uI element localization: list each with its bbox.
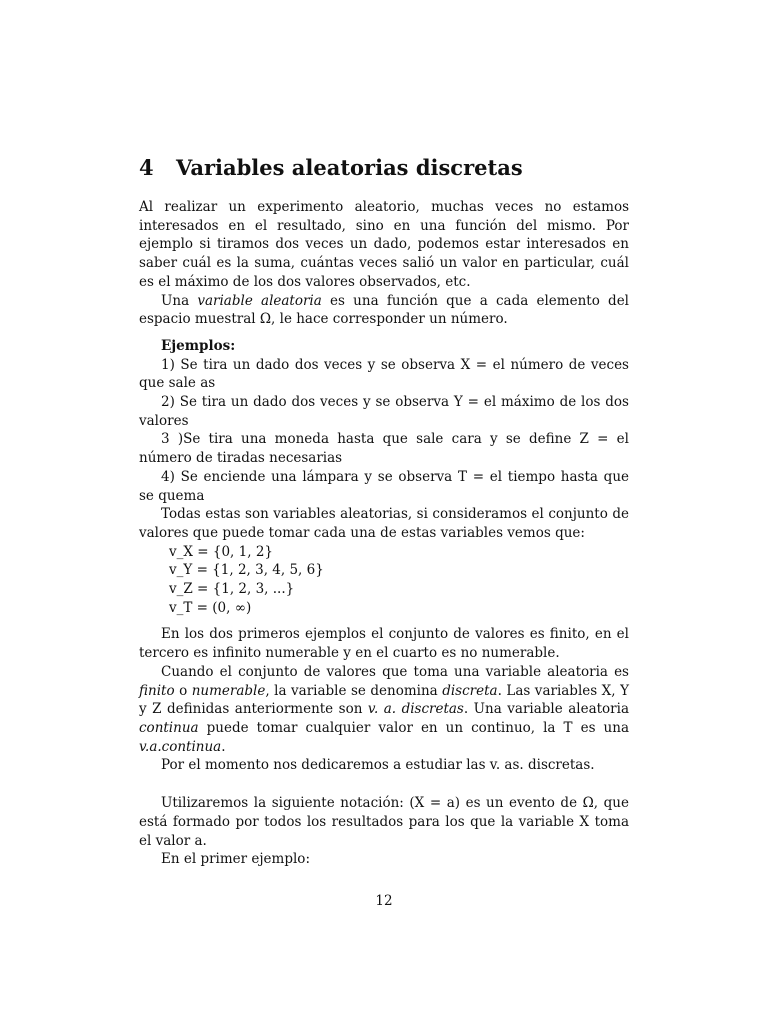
example-item: 1) Se tira un dado dos veces y se observa X = el número de veces que sale as xyxy=(139,356,629,392)
scope-paragraph: Por el momento nos dedicaremos a estudiar las v. as. discretas. xyxy=(161,757,595,774)
examples-summary: Todas estas son variables aleatorias, si consideramos el conjunto de valores que puede tomar cada una de estas variables vemos que: xyxy=(139,506,629,541)
discrete-definition-paragraph: Cuando el conjunto de valores que toma una variable aleatoria es finito o numerable, la variable se denomina discreta. Las variables X, Y y Z definidas anteriormente son v. a. discretas. Una variable aleatoria continua puede tomar cualquier valor en un continuo, la T es una v.a.continua. xyxy=(139,663,629,755)
section-number: 4 xyxy=(139,155,154,180)
value-set: v_Z = {1, 2, 3, ...} xyxy=(169,581,295,598)
examples-heading: Ejemplos: xyxy=(161,337,236,354)
section-body xyxy=(139,198,629,869)
definition-paragraph: Una variable aleatoria es una función que a cada elemento del espacio muestral Ω, le hace corresponder un número. xyxy=(139,292,630,328)
definition-term: variable aleatoria xyxy=(197,292,322,309)
section-heading xyxy=(139,155,523,180)
value-set: v_T = (0, ∞) xyxy=(169,599,252,616)
intro-paragraph: Al realizar un experimento aleatorio, muchas veces no estamos interesados en el resultado, sino en una función del mismo. Por ejemplo si tiramos dos veces un dado, podemos estar interesados en saber cuál es la suma, cuántas veces salió un valor en particular, cuál es el máximo de los dos valores observados, etc. xyxy=(139,199,629,290)
value-set: v_X = {0, 1, 2} xyxy=(169,543,273,560)
example-item: 2) Se tira un dado dos veces y se observa Y = el máximo de los dos valores xyxy=(139,394,629,429)
page-number: 12 xyxy=(375,893,393,909)
section-title: Variables aleatorias discretas xyxy=(176,155,523,180)
example-item: 4) Se enciende una lámpara y se observa T = el tiempo hasta que se quema xyxy=(139,468,629,504)
first-example-lead: En el primer ejemplo: xyxy=(161,851,310,868)
notation-paragraph: Utilizaremos la siguiente notación: (X = a) es un evento de Ω, que está formado por todos los resultados para los que la variable X toma el valor a. xyxy=(139,795,629,849)
value-set: v_Y = {1, 2, 3, 4, 5, 6} xyxy=(169,562,324,579)
example-item: 3 )Se tira una moneda hasta que sale cara y se define Z = el número de tiradas necesarias xyxy=(139,431,629,467)
finiteness-paragraph: En los dos primeros ejemplos el conjunto de valores es finito, en el tercero es infinito numerable y en el cuarto es no numerable. xyxy=(139,626,629,662)
